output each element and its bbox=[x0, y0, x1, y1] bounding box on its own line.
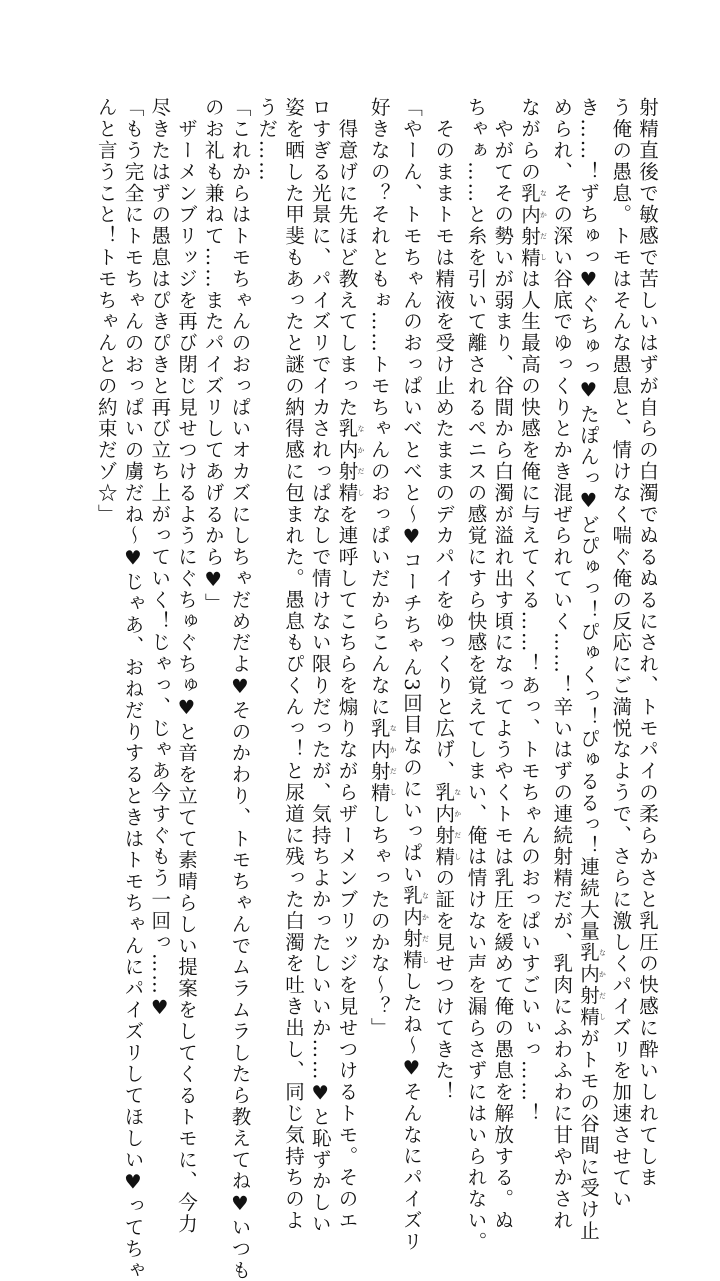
text-segment: やがてその勢いが弱まり、谷間から白濁が溢れ出す頃になってようやくトモは乳圧を緩めて俺の愚息を解放する。ぬ bbox=[491, 97, 515, 1232]
text-segment: められ、その深い谷底でゆっくりとかき混ぜられていく……！辛いはずの連続射精だが、乳肉にふわふわに甘やかされ bbox=[550, 97, 574, 1232]
ruby-word bbox=[335, 418, 365, 504]
text-segment: き……！ずちゅっ♥ぐちゅっ♥たぽんっ♥どぴゅっ！ぴゅくっ！ぴゅるるっ！連続大量 bbox=[577, 97, 600, 943]
text-segment: 姿を晒した甲斐もあったと謎の納得感に包まれた。愚息もぴくんっ！と尿道に残った白濁を吐き出し、同じ気持ちのよ bbox=[282, 97, 305, 1232]
ruby-base: 乳内射精 bbox=[518, 182, 541, 269]
ruby-word bbox=[432, 781, 462, 868]
text-segment: 好きなの？それともぉ……トモちゃんのおっぱいだからこんなに bbox=[367, 97, 391, 718]
ruby-word bbox=[367, 717, 398, 804]
text-column bbox=[574, 97, 607, 1242]
text-column bbox=[119, 97, 146, 1281]
text-column bbox=[633, 97, 660, 1189]
ruby-base: 乳内射精 bbox=[367, 717, 391, 804]
ruby-word bbox=[400, 885, 430, 971]
text-segment: 得意げに先ほど教えてしまった bbox=[335, 97, 359, 418]
novel-page-text bbox=[92, 97, 660, 1281]
text-segment: を連呼してこちらを煽りながらザーメンブリッジを見せつけるトモ。そのエ bbox=[335, 503, 359, 1232]
text-column bbox=[146, 97, 173, 1021]
text-column bbox=[333, 97, 365, 1232]
ruby-reading: なかだし bbox=[453, 781, 462, 868]
text-column bbox=[199, 97, 226, 947]
ruby-reading: なかだし bbox=[598, 942, 607, 1028]
text-segment: がトモの谷間に受け止 bbox=[577, 1027, 600, 1242]
text-segment: ザーメンブリッジを再び閉じ見せつけるようにぐちゅぐちゅ♥と音を立てて素晴らしい提案をしてくるトモに、今力 bbox=[175, 97, 198, 1235]
text-column bbox=[172, 97, 199, 1235]
text-segment: 「これからはトモちゃんのおっぱいオカズにしちゃだめだよ♥そのかわり、トモちゃんでムラムラしたら教えてね♥いつも bbox=[228, 97, 252, 1281]
ruby-base: 乳内射精 bbox=[432, 781, 456, 868]
text-segment: のお礼も兼ねて……またパイズリしてあげるから♥」 bbox=[201, 97, 225, 615]
text-segment: う俺の愚息。トモはそんな愚息と、情けなく喘ぐ俺の反応にご満悦なようで、さらに激しくパイズリを加速させてい bbox=[609, 97, 633, 1210]
text-column bbox=[397, 97, 430, 1253]
ruby-word bbox=[577, 942, 607, 1028]
text-segment: したね～♥そんなにパイズリ bbox=[400, 970, 423, 1253]
text-segment: 尽きたはずの愚息はぴきぴきと再び立ち上がっていく！じゃっ、じゃあ今すぐもう一回っ……♥ bbox=[148, 97, 172, 1021]
text-column bbox=[279, 97, 306, 1232]
text-segment: 「もう完全にトモちゃんのおっぱいの虜だね～♥じゃあ、おねだりするときはトモちゃんにパイズリしてほしい♥ってちゃ bbox=[121, 97, 145, 1281]
text-segment: は人生最高の快感を俺に与えてくる……！あっ、トモちゃんのおっぱいすごいぃっ……！ bbox=[518, 268, 541, 1125]
text-column bbox=[607, 97, 634, 1210]
text-segment: ながらの bbox=[518, 97, 541, 183]
ruby-base: 乳内射精 bbox=[400, 885, 423, 971]
text-column bbox=[430, 97, 462, 1103]
text-segment: ちゃぁ……と糸を引いて離されるペニスの感覚にすら快感を覚えてしまい、俺は情けない声を漏らさずにはいられない。 bbox=[464, 97, 488, 1253]
text-column bbox=[462, 97, 489, 1253]
text-column bbox=[306, 97, 333, 1235]
ruby-word bbox=[518, 182, 548, 269]
text-column bbox=[92, 97, 119, 947]
text-column bbox=[489, 97, 516, 1232]
text-segment: 「やーん、トモちゃんのおっぱいべとべと～♥コーチちゃん3回目なのにいっぱい bbox=[400, 97, 423, 886]
text-segment: の証を見せつけてきた！ bbox=[432, 867, 456, 1103]
text-column bbox=[548, 97, 575, 1232]
text-segment: そのままトモは精液を受け止めたままのデカパイをゆっくりと広げ、 bbox=[432, 97, 456, 782]
text-column bbox=[365, 97, 398, 1039]
text-column bbox=[515, 97, 548, 1125]
ruby-base: 乳内射精 bbox=[335, 418, 359, 504]
ruby-reading: なかだし bbox=[539, 182, 548, 269]
text-segment: 射精直後で敏感で苦しいはずが自らの白濁でぬるぬるにされ、トモパイの柔らかさと乳圧の快感に酔いしれてしま bbox=[636, 97, 659, 1189]
text-segment: ロすぎる光景に、パイズリでイカされっぱなしで情けない限りだったが、気持ちよかったしいいか……♥と恥ずかしい bbox=[308, 97, 332, 1235]
ruby-reading: なかだし bbox=[389, 717, 398, 804]
text-column bbox=[226, 97, 253, 1281]
text-segment: うだ…… bbox=[255, 97, 279, 183]
text-column bbox=[253, 97, 280, 947]
ruby-reading: なかだし bbox=[421, 885, 430, 971]
ruby-reading: なかだし bbox=[357, 418, 365, 504]
text-segment: しちゃったのかな～？」 bbox=[367, 803, 391, 1039]
ruby-base: 乳内射精 bbox=[577, 942, 600, 1028]
text-segment: んと言うこと！トモちゃんとの約束だゾ☆」 bbox=[94, 97, 118, 525]
